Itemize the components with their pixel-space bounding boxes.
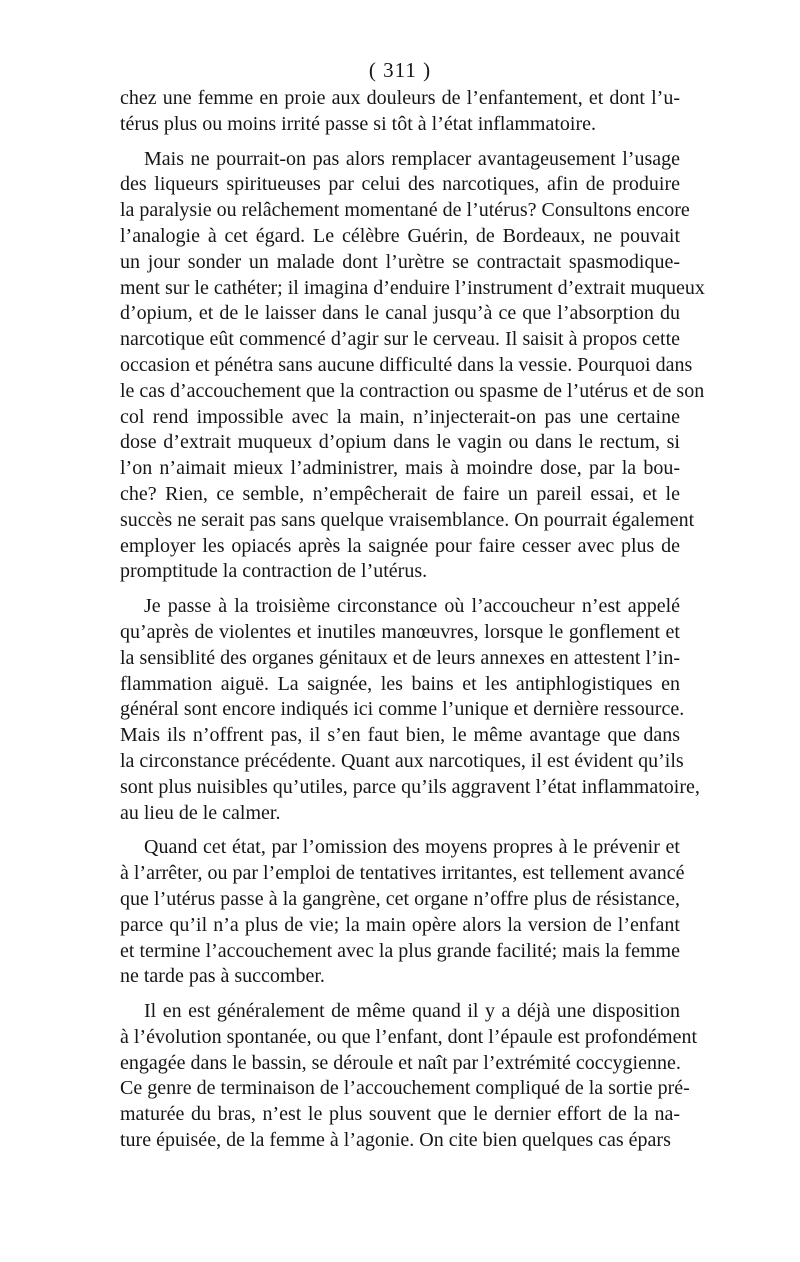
text-line: Je passe à la troisième circonstance où l’accoucheur n’est appelé [144, 595, 680, 618]
text-line: occasion et pénétra sans aucune difficulté dans la vessie. Pourquoi dans [120, 353, 693, 376]
text-line: la sensiblité des organes génitaux et de leurs annexes en attestent l’in- [120, 646, 680, 669]
text-line: que l’utérus passe à la gangrène, cet organe n’offre plus de résistance, [120, 887, 680, 910]
paragraph [120, 147, 705, 586]
text-line: térus plus ou moins irrité passe si tôt à l’état inflammatoire. [120, 112, 597, 135]
text-line: à l’évolution spontanée, ou que l’enfant, dont l’épaule est profondément [120, 1025, 698, 1048]
text-line: col rend impossible avec la main, n’injecterait-on pas une certaine [120, 405, 680, 428]
text-line: l’on n’aimait mieux l’administrer, mais à moindre dose, par la bou- [120, 457, 680, 480]
text-line: engagée dans le bassin, se déroule et naît par l’extrémité coccygienne. [120, 1051, 681, 1074]
text-line: narcotique eût commencé d’agir sur le cerveau. Il saisit à propos cette [120, 328, 680, 351]
paragraph [120, 999, 698, 1154]
text-line: Ce genre de terminaison de l’accouchement compliqué de la sortie pré- [120, 1077, 690, 1100]
text-line: ture épuisée, de la femme à l’agonie. On cite bien quelques cas épars [120, 1129, 671, 1152]
text-line: ne tarde pas à succomber. [120, 965, 325, 988]
text-line: qu’après de violentes et inutiles manœuvres, lorsque le gonflement et [120, 620, 680, 643]
text-line: Quand cet état, par l’omission des moyens propres à le prévenir et [144, 836, 680, 859]
page-number: ( 311 ) [368, 58, 432, 82]
text-line: promptitude la contraction de l’utérus. [120, 560, 428, 583]
text-line: d’opium, et de le laisser dans le canal jusqu’à ce que l’absorption du [120, 302, 680, 325]
text-line: des liqueurs spiritueuses par celui des narcotiques, afin de produire [120, 173, 680, 196]
text-line: Mais ils n’offrent pas, il s’en faut bien, le même avantage que dans [120, 724, 680, 747]
text-line: che? Rien, ce semble, n’empêcherait de faire un pareil essai, et le [120, 482, 680, 505]
text-line: un jour sonder un malade dont l’urètre se contractait spasmodique- [120, 250, 680, 273]
text-line: employer les opiacés après la saignée pour faire cesser avec plus de [120, 534, 680, 557]
text-line: au lieu de le calmer. [120, 801, 281, 824]
text-line: à l’arrêter, ou par l’emploi de tentatives irritantes, est tellement avancé [120, 862, 685, 885]
paragraph [120, 835, 685, 990]
text-line: Mais ne pourrait-on pas alors remplacer avantageusement l’usage [144, 147, 680, 170]
text-line: Il en est généralement de même quand il y a déjà une disposition [144, 1000, 680, 1023]
text-line: flammation aiguë. La saignée, les bains et les antiphlogistiques en [120, 672, 680, 695]
text-line: l’analogie à cet égard. Le célèbre Guérin, de Bordeaux, ne pouvait [120, 224, 680, 247]
text-line: succès ne serait pas sans quelque vraisemblance. On pourrait également [120, 508, 695, 531]
text-line: la paralysie ou relâchement momentané de l’utérus? Consultons encore [120, 199, 690, 222]
text-line: parce qu’il n’a plus de vie; la main opère alors la version de l’enfant [120, 913, 680, 936]
text-line: sont plus nuisibles qu’utiles, parce qu’ils aggravent l’état inflammatoire, [120, 775, 700, 798]
text-line: chez une femme en proie aux douleurs de l’enfantement, et dont l’u- [120, 87, 680, 109]
text-line: la circonstance précédente. Quant aux narcotiques, il est évident qu’ils [120, 749, 684, 772]
paragraph [120, 86, 680, 138]
text-line: général sont encore indiqués ici comme l’unique et dernière ressource. [120, 698, 685, 721]
body-text [120, 86, 705, 1163]
text-line: ment sur le cathéter; il imagina d’enduire l’instrument d’extrait muqueux [120, 276, 705, 299]
paragraph [120, 594, 700, 826]
text-line: maturée du bras, n’est le plus souvent que le dernier effort de la na- [120, 1103, 680, 1126]
text-line: et termine l’accouchement avec la plus grande facilité; mais la femme [120, 939, 680, 962]
text-line: le cas d’accouchement que la contraction ou spasme de l’utérus et de son [120, 379, 705, 402]
text-line: dose d’extrait muqueux d’opium dans le vagin ou dans le rectum, si [120, 431, 680, 454]
